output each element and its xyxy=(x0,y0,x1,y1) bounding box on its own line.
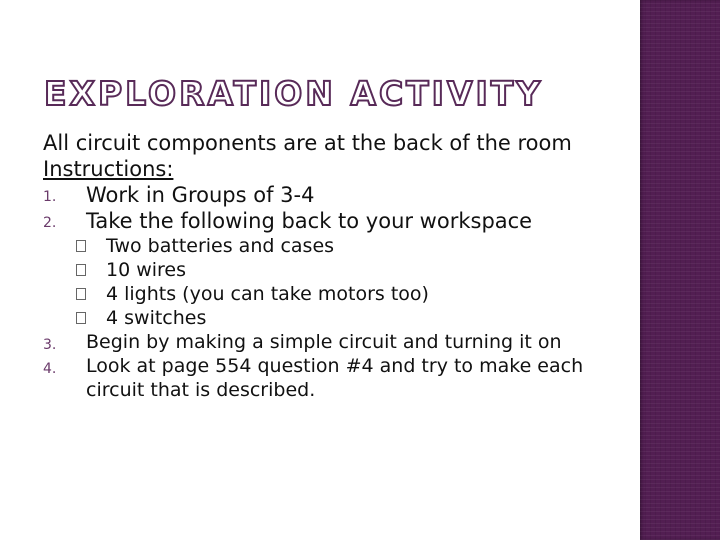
checkbox-bullet-icon xyxy=(76,288,86,300)
list-item xyxy=(43,182,623,208)
list-item xyxy=(43,354,623,402)
material-item xyxy=(43,282,623,306)
decorative-side-bar xyxy=(640,0,720,540)
list-number: 4. xyxy=(43,361,57,377)
list-item-text: Begin by making a simple circuit and turning it on xyxy=(86,331,562,353)
list-item xyxy=(43,330,623,354)
material-item xyxy=(43,234,623,258)
instruction-list-continued xyxy=(43,330,623,402)
material-text: 4 switches xyxy=(106,307,207,329)
checkbox-bullet-icon xyxy=(76,240,86,252)
checkbox-bullet-icon xyxy=(76,264,86,276)
material-text: Two batteries and cases xyxy=(106,235,335,257)
materials-list xyxy=(43,234,623,330)
list-number: 3. xyxy=(43,337,57,353)
list-item-text: Work in Groups of 3-4 xyxy=(86,183,315,207)
list-number: 2. xyxy=(43,215,57,231)
intro-text: All circuit components are at the back of the room xyxy=(43,131,572,155)
checkbox-bullet-icon xyxy=(76,312,86,324)
material-text: 10 wires xyxy=(106,259,187,281)
material-item xyxy=(43,258,623,282)
instruction-list xyxy=(43,182,623,234)
list-item-text: Take the following back to your workspace xyxy=(86,209,533,233)
slide-body xyxy=(43,130,623,402)
material-item xyxy=(43,306,623,330)
slide-title: EXPLORATION ACTIVITY xyxy=(44,74,544,113)
list-number: 1. xyxy=(43,189,57,205)
material-text: 4 lights (you can take motors too) xyxy=(106,283,429,305)
list-item-text: Look at page 554 question #4 and try to make each circuit that is described. xyxy=(86,355,584,401)
instructions-heading: Instructions: xyxy=(43,157,174,181)
list-item xyxy=(43,208,623,234)
